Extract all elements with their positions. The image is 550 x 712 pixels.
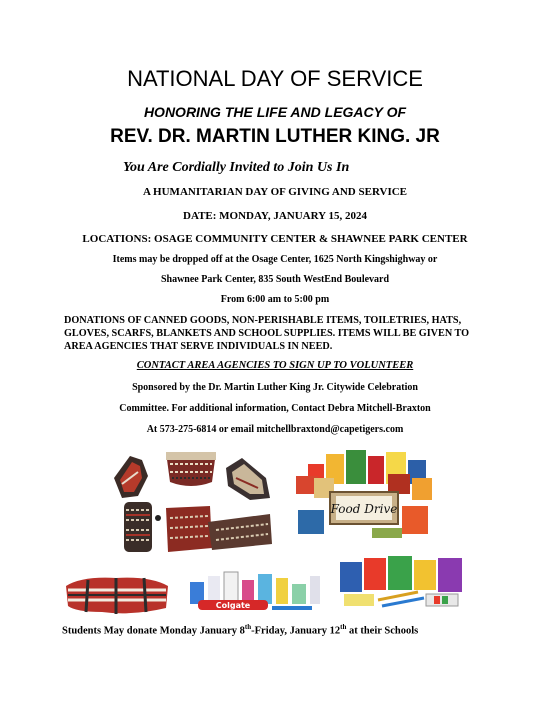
invitation-text: You Are Cordially Invited to Join Us In	[123, 160, 350, 175]
subtitle: HONORING THE LIFE AND LEGACY OF	[143, 104, 407, 120]
students-donation-note	[62, 623, 418, 637]
footer-text-3: at their Schools	[346, 625, 419, 637]
dropoff-line-2: Shawnee Park Center, 835 South WestEnd Boulevard	[160, 274, 390, 285]
page-title: NATIONAL DAY OF SERVICE	[127, 66, 423, 91]
volunteer-callout: CONTACT AREA AGENCIES TO SIGN UP TO VOLUNTEER	[136, 360, 414, 371]
school-supplies-image	[338, 554, 466, 610]
footer-sup-2: th	[340, 623, 347, 631]
food-drive-image	[290, 448, 438, 540]
footer-text-1: Students May donate Monday January 8	[62, 625, 245, 637]
honoree-name: REV. DR. MARTIN LUTHER KING. JR	[110, 126, 440, 147]
winter-clothing-image	[108, 448, 278, 558]
sponsor-line-3: At 573-275-6814 or email mitchellbraxtond@capetigers.com	[146, 424, 404, 435]
blanket-image	[62, 574, 172, 616]
sponsor-line-2: Committee. For additional information, Contact Debra Mitchell-Braxton	[119, 403, 431, 414]
toiletries-image	[184, 566, 326, 614]
event-hours: From 6:00 am to 5:00 pm	[220, 294, 330, 305]
event-date: DATE: MONDAY, JANUARY 15, 2024	[183, 210, 367, 222]
event-locations: LOCATIONS: OSAGE COMMUNITY CENTER & SHAWNEE PARK CENTER	[82, 233, 468, 245]
food-drive-sign-label: Food Drive	[330, 502, 398, 516]
dropoff-line-1: Items may be dropped off at the Osage Center, 1625 North Kingshighway or	[112, 254, 438, 265]
toothpaste-brand-label: Colgate	[215, 601, 251, 610]
sponsor-line-1: Sponsored by the Dr. Martin Luther King Jr. Citywide Celebration	[132, 382, 418, 393]
event-name: A HUMANITARIAN DAY OF GIVING AND SERVICE	[142, 186, 408, 198]
footer-sup-1: th	[244, 623, 252, 631]
footer-text-2: -Friday, January 12	[251, 625, 341, 637]
donations-paragraph: DONATIONS OF CANNED GOODS, NON-PERISHABLE ITEMS, TOILETRIES, HATS, GLOVES, SCARFS, BLANKETS AND SCHOOL SUPPLIES. ITEMS WILL BE GIVEN TO AREA AGENCIES THAT SERVE INDIVIDUALS IN NEED.	[64, 315, 470, 352]
